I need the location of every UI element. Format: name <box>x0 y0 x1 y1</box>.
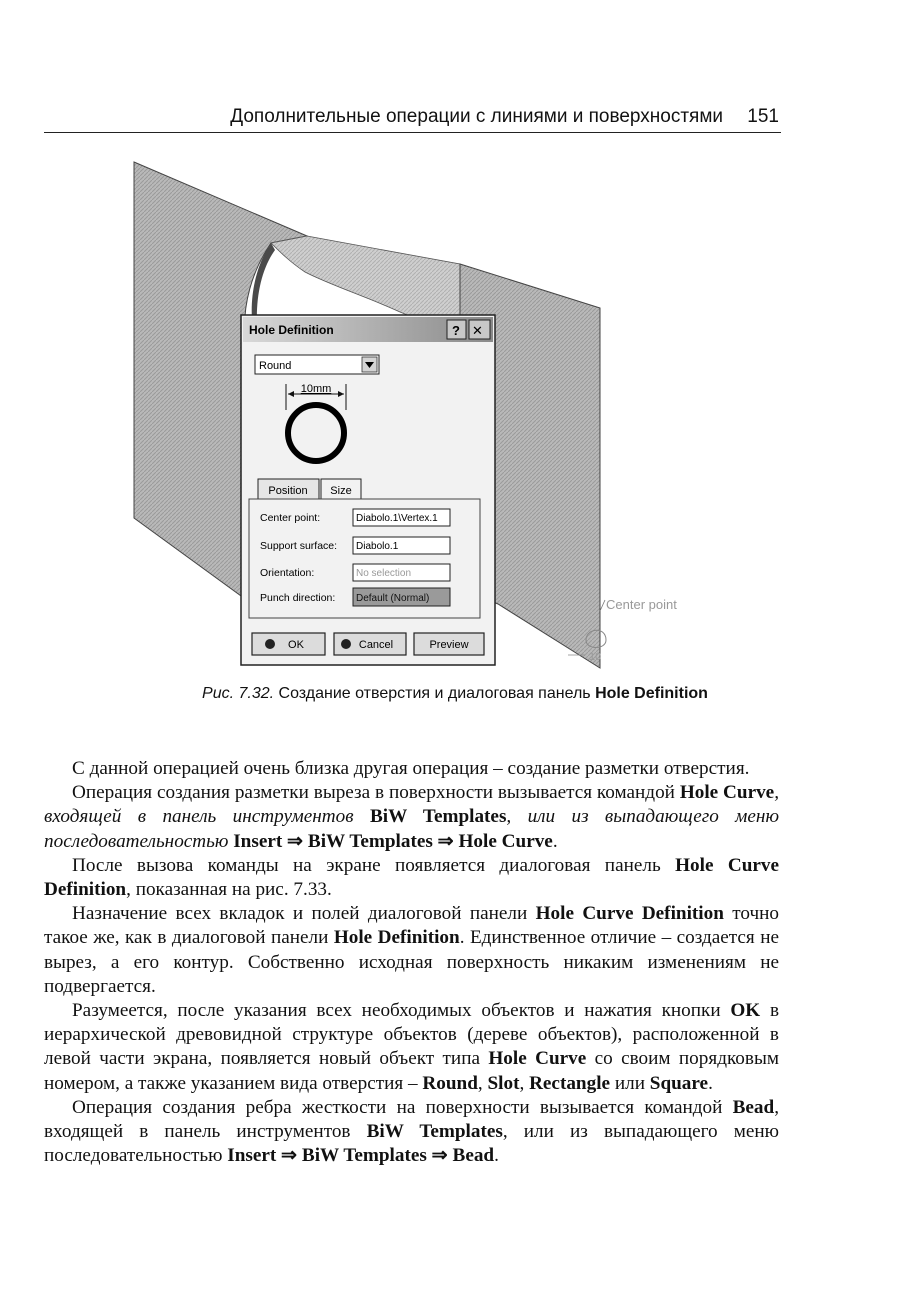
tab-size-label: Size <box>330 485 352 497</box>
tab-position[interactable] <box>258 479 319 499</box>
tab-size[interactable] <box>321 479 361 499</box>
preview-button[interactable] <box>414 633 484 655</box>
close-button[interactable] <box>469 320 490 339</box>
field-label: Center point: <box>260 512 321 524</box>
center-point-value: Diabolo.1\Vertex.1 <box>356 513 438 524</box>
help-button[interactable] <box>447 320 466 339</box>
caption-ref: Hole Definition <box>595 685 708 702</box>
ok-button[interactable] <box>252 633 325 655</box>
paragraph: Операция создания ребра жесткости на поверхности вызывается командой Bead, входящей в панель инструментов BiW Templates, или из выпадающего меню последовательностью Insert ⇒ BiW Templates ⇒ Bead. <box>44 1096 779 1167</box>
ok-icon <box>265 639 275 649</box>
support-surface-value: Diabolo.1 <box>356 541 399 552</box>
body-text <box>44 757 779 1168</box>
cancel-icon <box>341 639 351 649</box>
field-center-point <box>260 509 450 526</box>
preview-button-label: Preview <box>429 639 469 651</box>
paragraph: С данной операцией очень близка другая операция – создание разметки отверстия. <box>72 758 750 779</box>
hole-type-value: Round <box>259 360 292 372</box>
close-icon: ✕ <box>472 324 483 339</box>
dimension-label: 10mm <box>300 383 332 395</box>
center-point-label: Center point <box>606 597 677 612</box>
field-orientation <box>260 564 450 581</box>
hole-definition-dialog[interactable] <box>241 315 495 665</box>
cancel-button-label: Cancel <box>358 639 394 651</box>
help-icon: ? <box>452 323 460 338</box>
punch-direction-value: Default (Normal) <box>356 593 430 604</box>
cancel-button[interactable] <box>334 633 406 655</box>
orientation-value: No selection <box>356 568 412 579</box>
tab-position-label: Position <box>268 485 308 497</box>
paragraph: После вызова команды на экране появляется диалоговая панель Hole Curve Definition, показанная на рис. 7.33. <box>44 854 779 901</box>
caption-text: Создание отверстия и диалоговая панель <box>274 685 596 702</box>
caption-number: Рис. 7.32. <box>202 685 275 702</box>
paragraph: Операция создания разметки выреза в поверхности вызывается командой Hole Curve, входящей в панель инструментов BiW Templates, или из выпадающего меню последовательностью Insert ⇒ BiW Templates ⇒ Hole Curve. <box>44 782 779 852</box>
field-support-surface <box>260 537 450 554</box>
dialog-title: Hole Definition <box>249 323 334 337</box>
ok-button-label: OK <box>288 639 304 651</box>
figure-caption <box>0 685 910 703</box>
field-label: Punch direction: <box>260 592 336 604</box>
dimension-callout-label: 10 <box>589 651 602 663</box>
paragraph: Назначение всех вкладок и полей диалоговой панели Hole Curve Definition точно такое же, как в диалоговой панели Hole Definition. Единственное отличие – создается не вырез, а его контур. Собственно исходная поверхность никаким изменениям не подвергается. <box>44 903 779 997</box>
hole-type-select[interactable] <box>255 355 379 374</box>
page-number: 151 <box>747 106 779 127</box>
field-label: Orientation: <box>260 567 315 579</box>
running-header-title: Дополнительные операции с линиями и поверхностями <box>230 106 723 127</box>
paragraph: Разумеется, после указания всех необходимых объектов и нажатия кнопки OK в иерархической древовидной структуре объектов (дереве объектов), расположенной в левой части экрана, появляется новый объект типа Hole Curve со своим порядковым номером, а также указанием вида отверстия – Round, Slot, Rectangle или Square. <box>44 1000 779 1094</box>
field-label: Support surface: <box>260 540 338 552</box>
